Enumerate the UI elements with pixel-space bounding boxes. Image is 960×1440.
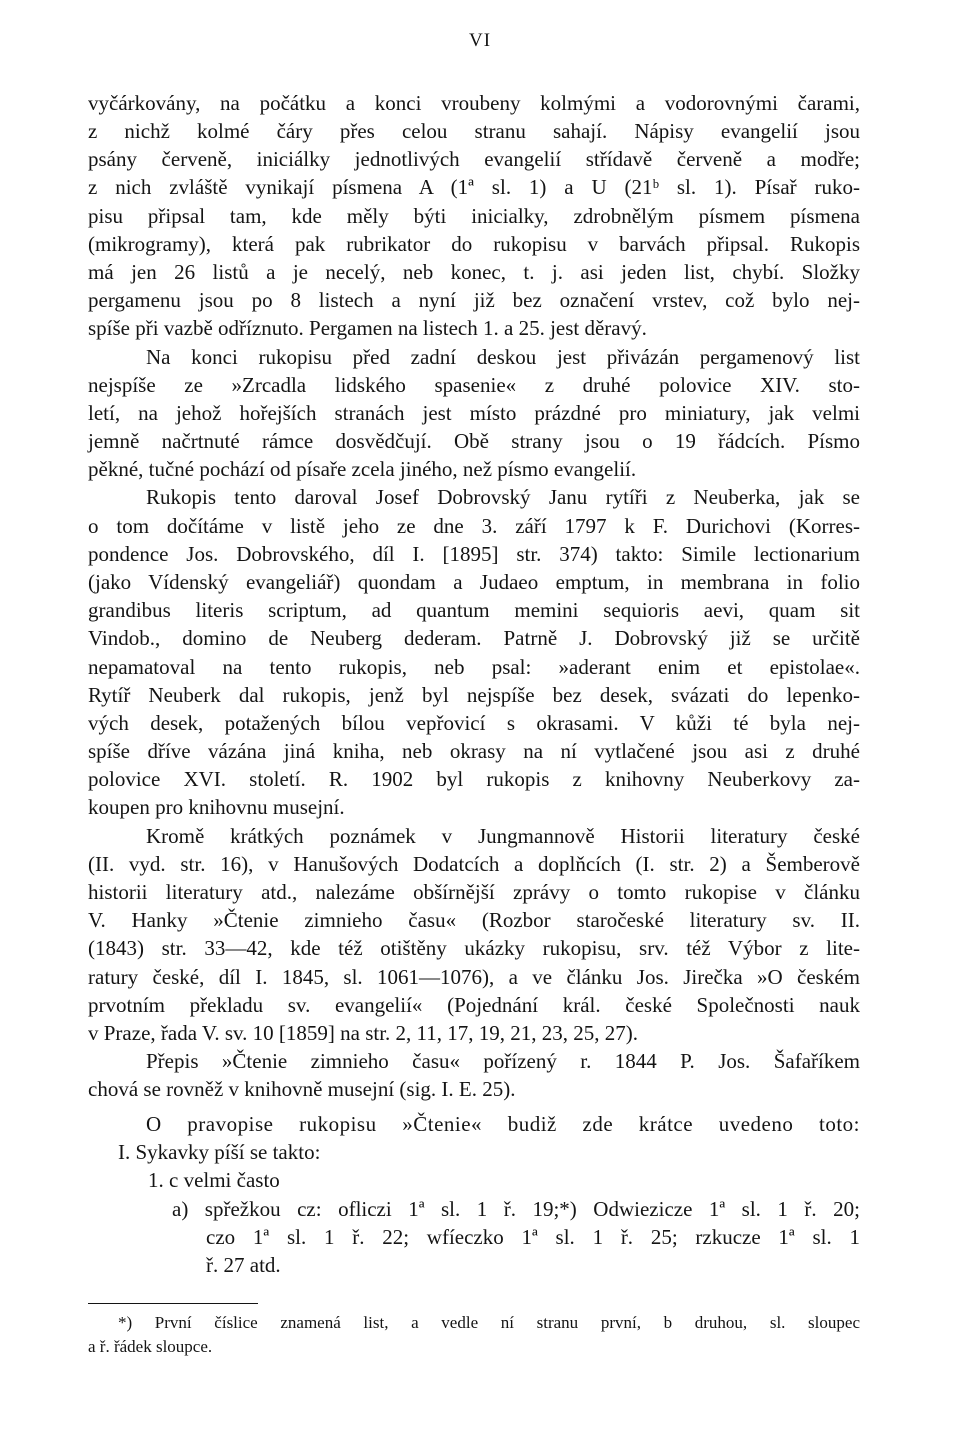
page-number: VI bbox=[468, 30, 492, 51]
text-line: polovice XVI. století. R. 1902 byl rukopis z knihovny Neuberkovy za- bbox=[88, 767, 860, 791]
text-line: koupen pro knihovnu musejní. bbox=[88, 795, 345, 819]
text-line: chová se rovněž v knihovně musejní (sig. I. E. 25). bbox=[88, 1077, 516, 1101]
text-line: (1843) str. 33—42, kde též otištěny ukázky rukopisu, srv. též Výbor z lite- bbox=[88, 936, 860, 960]
text-line: pondence Jos. Dobrovského, díl I. [1895] str. 374) takto: Simile lectionarium bbox=[88, 542, 860, 566]
text-line: prvotním překladu sv. evangelií« (Pojednání král. české Společnosti nauk bbox=[88, 993, 860, 1017]
text-line: Rukopis tento daroval Josef Dobrovský Janu rytíři z Neuberka, jak se bbox=[146, 485, 860, 509]
text-line: Vindob., domino de Neuberg dederam. Patrně J. Dobrovský již se určitě bbox=[88, 626, 860, 650]
text-line: v Praze, řada V. sv. 10 [1859] na str. 2, 11, 17, 19, 21, 23, 25, 27). bbox=[88, 1021, 639, 1045]
text-line: spíše při vazbě odříznuto. Pergamen na listech 1. a 25. jest děravý. bbox=[88, 316, 647, 340]
text-line: pěkné, tučné pochází od písaře zcela jiného, než písmo evangelií. bbox=[88, 457, 637, 481]
footnote-line: *) První číslice znamená list, a vedle ní stranu první, b druhou, sl. sloupec bbox=[118, 1313, 860, 1332]
text-line: o tom dočítáme v listě jeho ze dne 3. září 1797 k F. Durichovi (Korres- bbox=[88, 514, 860, 538]
text-line: jemně načrtnuté rámce dosvědčují. Obě strany jsou o 19 řádcích. Písmo bbox=[88, 429, 860, 453]
text-line: Přepis »Čtenie zimnieho času« pořízený r. 1844 P. Jos. Šafaříkem bbox=[146, 1049, 860, 1073]
footnote-line: a ř. řádek sloupce. bbox=[88, 1337, 213, 1356]
list-item: I. Sykavky píší se takto: bbox=[118, 1140, 321, 1164]
text-line: vyčárkovány, na počátku a konci vroubeny kolmými a vodorovnými čarami, bbox=[88, 91, 860, 115]
text-line: pisu připsal tam, kde měly býti inicialky, zdrobnělým písmem písmena bbox=[88, 204, 860, 228]
text-line: ratury české, díl I. 1845, sl. 1061—1076), a ve článku Jos. Jirečka »O českém bbox=[88, 965, 860, 989]
text-line: (II. vyd. str. 16), v Hanušových Dodatcích a doplňcích (I. str. 2) a Šemberově bbox=[88, 852, 860, 876]
text-line: Rytíř Neuberk dal rukopis, jenž byl nejspíše bez desek, svázati do lepenko- bbox=[88, 683, 860, 707]
text-line: letí, na jehož hořejších stranách jest místo prázdné pro miniatury, jak velmi bbox=[88, 401, 860, 425]
text-line: pergamenu jsou po 8 listech a nyní již bez označení vrstev, což bylo nej- bbox=[88, 288, 860, 312]
text-line: má jen 26 listů a je necelý, neb konec, t. j. asi jeden list, chybí. Složky bbox=[88, 260, 860, 284]
text-line: spíše dříve vázána jiná kniha, neb okrasy na ní vytlačené jsou asi z druhé bbox=[88, 739, 860, 763]
text-line: nepamatoval na tento rukopis, neb psal: »aderant enim et epistolae«. bbox=[88, 655, 860, 679]
list-item: ř. 27 atd. bbox=[206, 1253, 281, 1277]
footnote-rule bbox=[88, 1303, 258, 1304]
text-line: vých desek, potažených bílou vepřovicí s okrasami. V kůži té byla nej- bbox=[88, 711, 860, 735]
list-item: 1. c velmi často bbox=[148, 1168, 280, 1192]
text-line: Na konci rukopisu před zadní deskou jest přivázán pergamenový list bbox=[146, 345, 860, 369]
text-line: V. Hanky »Čtenie zimnieho času« (Rozbor staročeské literatury sv. II. bbox=[88, 908, 860, 932]
list-item: czo 1ª sl. 1 ř. 22; wfíeczko 1ª sl. 1 ř. 25; rzkucze 1ª sl. 1 bbox=[206, 1225, 860, 1249]
text-line: nejspíše ze »Zrcadla lidského spasenie« z druhé polovice XIV. sto- bbox=[88, 373, 860, 397]
list-item: a) spřežkou cz: ofliczi 1ª sl. 1 ř. 19;*) Odwiezicze 1ª sl. 1 ř. 20; bbox=[172, 1197, 860, 1221]
section-heading: O pravopise rukopisu »Čtenie« budiž zde krátce uvedeno toto: bbox=[146, 1112, 860, 1136]
text-line: grandibus literis scriptum, ad quantum memini sequioris aevi, quam sit bbox=[88, 598, 860, 622]
text-line: (jako Vídenský evangeliář) quondam a Judaeo emptum, in membrana in folio bbox=[88, 570, 860, 594]
text-line: z nichž kolmé čáry přes celou stranu sahají. Nápisy evangelií jsou bbox=[88, 119, 860, 143]
text-line: Kromě krátkých poznámek v Jungmannově Historii literatury české bbox=[146, 824, 860, 848]
text-line: historii literatury atd., nalezáme obšírnější zprávy o tomto rukopise v článku bbox=[88, 880, 860, 904]
text-line: (mikrogramy), která pak rubrikator do rukopisu v barvách připsal. Rukopis bbox=[88, 232, 860, 256]
text-line: psány červeně, iniciálky jednotlivých evangelií střídavě červeně a modře; bbox=[88, 147, 860, 171]
text-line: z nich zvláště vynikají písmena A (1ª sl. 1) a U (21ᵇ sl. 1). Písař ruko- bbox=[88, 175, 860, 199]
